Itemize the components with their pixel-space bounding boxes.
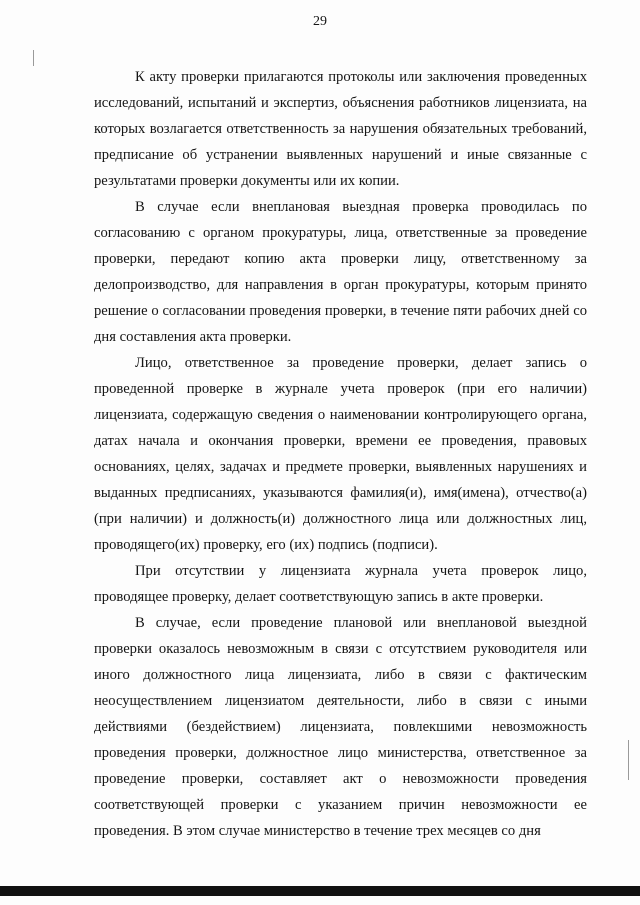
paragraph-prosecutor-agreement: В случае если внеплановая выездная проверка проводилась по согласованию с органом прокуратуры, лица, ответственные за проведение проверки, передают копию акта проверки лицу, ответственному за делопроизводство, для направления в орган прокуратуры, которым принято решение о согласовании проведения проверки, в течение пяти рабочих дней со дня составления акта проверки.: [94, 199, 587, 345]
scan-artifact-left: [33, 50, 34, 66]
paragraph-impossible-inspection: В случае, если проведение плановой или внеплановой выездной проверки оказалось невозможным в связи с отсутствием руководителя или иного должностного лица лицензиата, либо в связи с фактическим неосуществлением лицензиатом деятельности, либо в связи с иными действиями (бездействием) лицензиата, повлекшими невозможность проведения проверки, должностное лицо министерства, ответственное за проведение проверки, составляет акт о невозможности проведения соответствующей проверки с указанием причин невозможности ее проведения. В этом случае министерство в течение трех месяцев со дня: [94, 615, 587, 839]
paragraph-attachments: К акту проверки прилагаются протоколы или заключения проведенных исследований, испытаний и экспертиз, объяснения работников лицензиата, на которых возлагается ответственность за нарушения обязательных требований, предписание об устранении выявленных нарушений и иные связанные с результатами проверки документы или их копии.: [94, 69, 587, 189]
document-body: [94, 64, 587, 844]
scan-bottom-border: [0, 886, 640, 896]
page-number: 29: [313, 14, 327, 29]
scan-artifact-right: [628, 740, 629, 780]
paragraph-inspection-log: Лицо, ответственное за проведение проверки, делает запись о проведенной проверке в журнале учета проверок (при его наличии) лицензиата, содержащую сведения о наименовании контролирующего органа, датах начала и окончания проверки, времени ее проведения, правовых основаниях, целях, задачах и предмете проверки, выявленных нарушениях и выданных предписаниях, указываются фамилия(и), имя(имена), отчество(а) (при наличии) и должность(и) должностного лица или должностных лиц, проводящего(их) проверку, его (их) подпись (подписи).: [94, 355, 587, 553]
paragraph-no-log: При отсутствии у лицензиата журнала учета проверок лицо, проводящее проверку, делает соответствующую запись в акте проверки.: [94, 563, 587, 605]
